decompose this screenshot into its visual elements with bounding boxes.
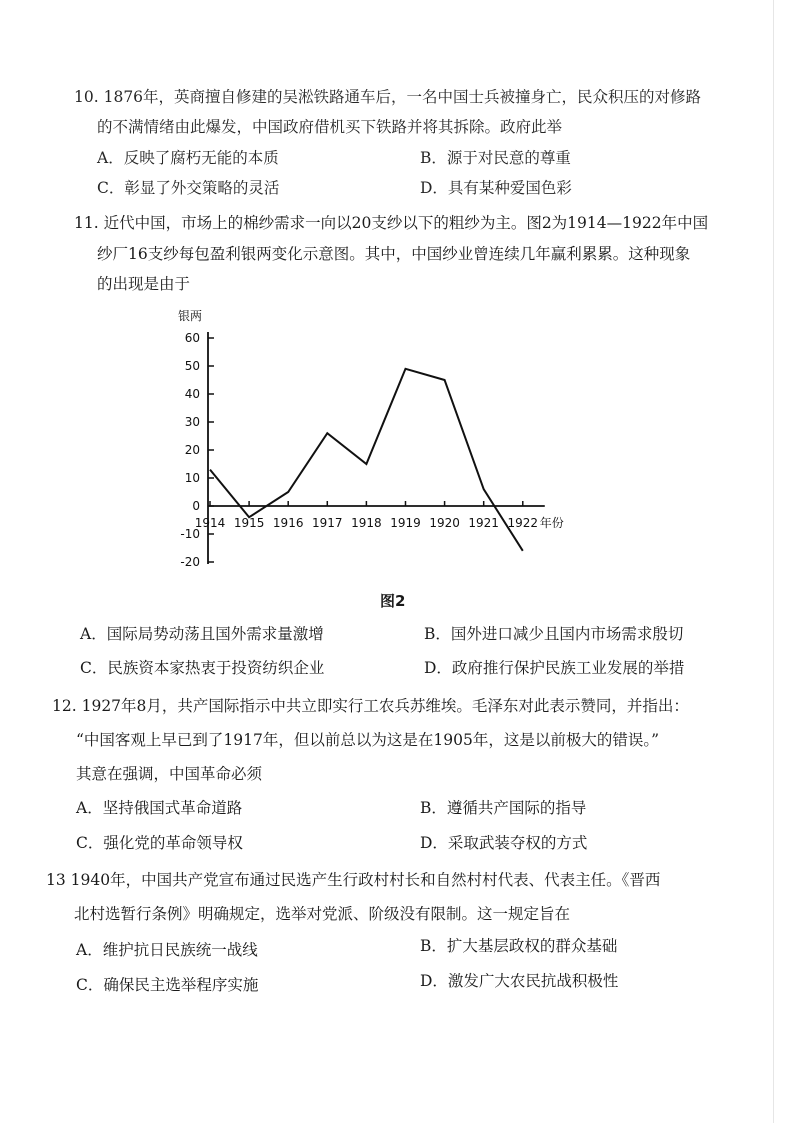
x-axis-label: 年份 (539, 516, 564, 530)
x-tick-label: 1917 (312, 516, 343, 530)
option-a[interactable]: A．国际局势动荡且国外需求量激增 (80, 625, 324, 643)
x-tick-label: 1916 (272, 516, 304, 530)
y-tick-label: 10 (184, 471, 200, 485)
x-tick-label: 1921 (468, 516, 499, 530)
option-d[interactable]: D．激发广大农民抗战积极性 (420, 972, 619, 990)
x-tick-label: 1918 (351, 516, 382, 530)
x-tick-label: 1920 (429, 516, 460, 530)
question-text: 1927年8月，共产国际指示中共立即实行工农兵苏维埃。毛泽东对此表示赞同，并指出： (81, 697, 689, 715)
question-13-line-1 (46, 868, 660, 890)
y-tick-label: 40 (184, 387, 200, 401)
figure-caption: 图2 (380, 592, 406, 610)
question-12-line-2: “中国客观上早已到了1917年，但以前总以为这是在1905年，这是以前极大的错误。” (76, 731, 659, 749)
question-number: 10. (74, 88, 99, 106)
question-number: 12. (52, 697, 77, 715)
option-a[interactable]: A．反映了腐朽无能的本质 (97, 149, 279, 167)
question-10-line-2: 的不满情绪由此爆发，中国政府借机买下铁路并将其拆除。政府此举 (97, 118, 563, 136)
question-number: 11. (74, 214, 99, 232)
question-11-line-1 (74, 211, 708, 233)
question-13-line-2: 北村选暂行条例》明确规定，选举对党派、阶级没有限制。这一规定旨在 (74, 905, 571, 923)
question-text: 近代中国，市场上的棉纱需求一向以20支纱以下的粗纱为主。图2为1914—1922年中国 (103, 214, 709, 232)
option-d[interactable]: D．具有某种爱国色彩 (420, 179, 572, 197)
option-d[interactable]: D．采取武装夺权的方式 (420, 834, 588, 852)
question-10-line-1 (74, 85, 701, 107)
question-text: 1940年，中国共产党宣布通过民选产生行政村村长和自然村村代表、代表主任。《晋西 (70, 871, 661, 889)
question-12-line-1 (52, 694, 689, 716)
option-c[interactable]: C．民族资本家热衷于投资纺织企业 (80, 659, 325, 677)
option-d[interactable]: D．政府推行保护民族工业发展的举措 (424, 659, 685, 677)
x-tick-label: 1914 (194, 516, 226, 530)
y-tick-label: 50 (184, 359, 200, 373)
y-tick-label: 0 (192, 499, 200, 513)
y-tick-label: 20 (184, 443, 200, 457)
y-tick-label: 60 (184, 331, 200, 345)
x-tick-label: 1922 (507, 516, 539, 530)
profit-line-chart (150, 300, 650, 585)
option-c[interactable]: C．确保民主选举程序实施 (76, 976, 259, 994)
question-text: 1876年，英商擅自修建的吴淞铁路通车后，一名中国士兵被撞身亡，民众积压的对修路 (103, 88, 702, 106)
y-tick-label: 30 (184, 415, 200, 429)
question-number: 13 (46, 871, 66, 889)
question-11-line-3: 的出现是由于 (97, 275, 191, 293)
question-12-line-3: 其意在强调，中国革命必须 (76, 765, 263, 783)
option-a[interactable]: A．维护抗日民族统一战线 (76, 941, 258, 959)
y-axis-label: 银两 (178, 309, 203, 323)
option-a[interactable]: A．坚持俄国式革命道路 (76, 799, 243, 817)
x-tick-label: 1915 (233, 516, 265, 530)
y-tick-label: -10 (180, 527, 200, 541)
chart-svg (150, 300, 650, 585)
option-b[interactable]: B．扩大基层政权的群众基础 (420, 937, 618, 955)
x-tick-label: 1919 (390, 516, 421, 530)
option-c[interactable]: C．彰显了外交策略的灵活 (97, 179, 280, 197)
option-b[interactable]: B．源于对民意的尊重 (420, 149, 571, 167)
question-11-line-2: 纱厂16支纱每包盈利银两变化示意图。其中，中国纱业曾连续几年赢利累累。这种现象 (97, 245, 691, 263)
option-c[interactable]: C．强化党的革命领导权 (76, 834, 243, 852)
option-b[interactable]: B．遵循共产国际的指导 (420, 799, 587, 817)
y-tick-label: -20 (180, 555, 200, 569)
option-b[interactable]: B．国外进口减少且国内市场需求殷切 (424, 625, 684, 643)
